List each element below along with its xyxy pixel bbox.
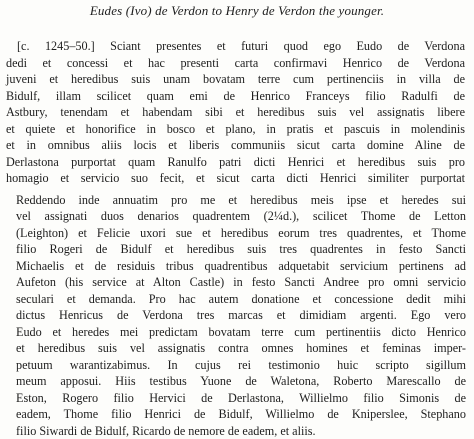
text-line: Reddendo inde annuatim pro me et heredibus meis ipse et heredes sui [16, 192, 466, 207]
text-line: Derlastona purportat quam Ranulfo patri dicti Henrici et heredibus suis pro [6, 154, 465, 169]
text-line: meum apposui. Hiis testibus Yuone de Waletona, Roberto Marescallo de [16, 374, 466, 388]
text-line: petuum warantizabimus. In cujus rei testimonio huic scripto sigillum [16, 357, 466, 372]
text-line: eadem, Thome filio Henrici de Bidulf, Willielmo de Kniperslee, Stephano [16, 407, 466, 421]
text-line: et heredibus suis vel assignatis contra omnes homines et feminas imper- [16, 341, 466, 355]
text-line: Eston, Rogero filio Hervici de Derlastona, Willielmo filio Simonis de [16, 390, 466, 405]
charter-text [0, 38, 474, 439]
text-line: seculari et demanda. Pro hac autem donatione et concessione dedit mihi [16, 291, 466, 306]
text-line: et quiete et honorifice in bosco et plano, in pratis et pascuis in molendinis [6, 121, 465, 136]
paragraph-1 [0, 38, 474, 187]
text-line: Michaelis et de residuis tribus quadrentibus adquetabit servicium pertinens ad [16, 258, 466, 273]
text-line: dictus Henricus de Verdona tres marcas et dimidiam argenti. Ego vero [16, 308, 466, 322]
text-line: Bidulf, illam scilicet quam emi de Henrico Franceys filio Radulfi de [6, 88, 465, 103]
text-line: Astbury, tenendam et habendam sibi et heredibus suis vel assignatis libere [6, 105, 465, 119]
text-line: filio Rogeri de Bidulf et heredibus suis tres quadrentes in festo Sancti [16, 242, 466, 256]
text-line: [c. 1245–50.] Sciant presentes et futuri quod ego Eudo de Verdona [17, 39, 465, 53]
paragraph-2 [0, 192, 474, 439]
text-line: (Leighton) et Felicie uxori sue et heredibus eorum tres quadrentes, et Thome [16, 225, 466, 240]
text-line: juveni et heredibus suis unam bovatam terre cum pertinenciis in villa de [6, 72, 465, 86]
text-line: homagio et servicio suo fecit, et sicut carta dicti Henrici similiter purportat [6, 171, 465, 185]
document-title: Eudes (Ivo) de Verdon to Henry de Verdon the younger. [89, 3, 385, 18]
text-line: filio Siwardi de Bidulf, Ricardo de nemore de eadem, et aliis. [16, 423, 316, 438]
text-line: dedi et concessi et hac presenti carta confirmavi Henrico de Verdona [6, 55, 465, 70]
text-line: et in omnibus aliis locis et liberis communiis sicut carta domine Aline de [6, 138, 465, 152]
text-line: vel assignati duos denarios quadrentem (2¼d.), scilicet Thome de Letton [16, 209, 466, 223]
text-line: Aufeton (his service at Alton Castle) in festo Sancti Andree pro omni servicio [16, 275, 466, 289]
text-line: Eudo et heredes mei predictam bovatam terre cum pertinentiis dicto Henrico [16, 324, 466, 339]
